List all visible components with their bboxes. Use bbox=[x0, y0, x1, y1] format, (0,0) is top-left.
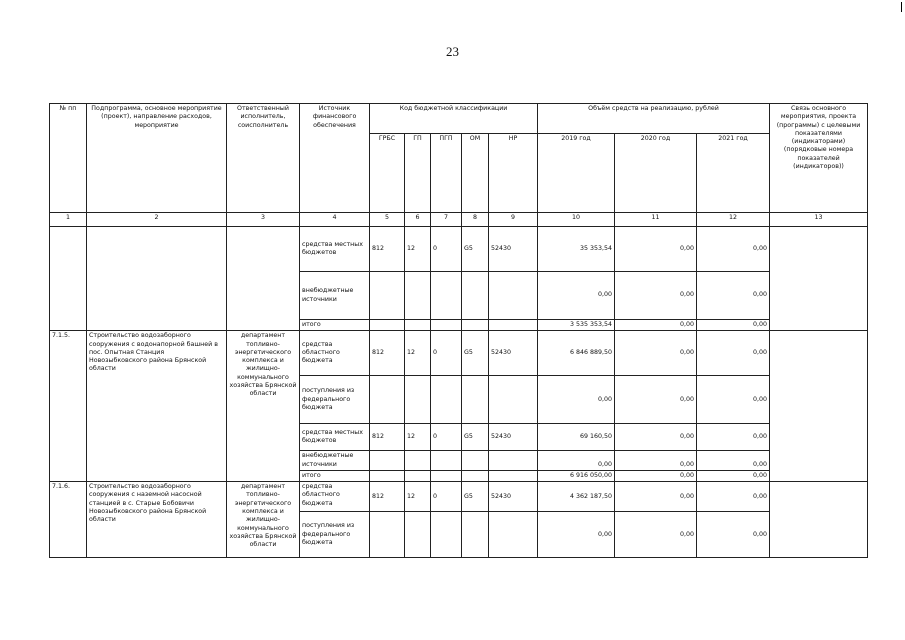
value-2021: 0,00 bbox=[697, 227, 770, 272]
value-2020: 0,00 bbox=[615, 512, 697, 558]
pgp-cell bbox=[431, 470, 462, 481]
value-2019: 0,00 bbox=[538, 376, 615, 424]
column-index: 6 bbox=[405, 213, 431, 227]
value-2021: 0,00 bbox=[697, 331, 770, 376]
header-num: № пп bbox=[50, 104, 87, 213]
value-2019: 6 846 889,50 bbox=[538, 331, 615, 376]
responsible-cell bbox=[227, 227, 300, 331]
column-index: 4 bbox=[300, 213, 370, 227]
grbs-cell bbox=[370, 512, 405, 558]
total-2021: 0,00 bbox=[697, 470, 770, 481]
name-cell bbox=[87, 227, 227, 331]
column-index: 1 bbox=[50, 213, 87, 227]
link-cell bbox=[770, 331, 868, 482]
grbs-cell: 812 bbox=[370, 227, 405, 272]
grbs-cell bbox=[370, 451, 405, 471]
header-kbk: Код бюджетной классификации bbox=[370, 104, 538, 134]
table-row bbox=[50, 482, 868, 512]
source-cell: внебюджетные источники bbox=[300, 451, 370, 471]
column-index: 8 bbox=[462, 213, 489, 227]
om-cell: G5 bbox=[462, 331, 489, 376]
pgp-cell: 0 bbox=[431, 482, 462, 512]
value-2021: 0,00 bbox=[697, 512, 770, 558]
value-2020: 0,00 bbox=[615, 331, 697, 376]
total-label: итого bbox=[300, 470, 370, 481]
table-row bbox=[50, 227, 868, 272]
budget-table bbox=[49, 103, 868, 558]
item-name: Строительство водозаборного сооружения с водонапорной башней в пос. Опытная Станция Новозыбковского района Брянской области bbox=[87, 331, 227, 482]
source-cell: поступления из федерального бюджета bbox=[300, 512, 370, 558]
source-cell: средства областного бюджета bbox=[300, 331, 370, 376]
total-2019: 6 916 050,00 bbox=[538, 470, 615, 481]
total-2020: 0,00 bbox=[615, 470, 697, 481]
om-cell bbox=[462, 470, 489, 481]
item-responsible: департамент топливно-энергетического комплекса и жилищно-коммунального хозяйства Брянской области bbox=[227, 331, 300, 482]
source-cell: средства областного бюджета bbox=[300, 482, 370, 512]
om-cell bbox=[462, 451, 489, 471]
column-index: 11 bbox=[615, 213, 697, 227]
om-cell: G5 bbox=[462, 482, 489, 512]
value-2020: 0,00 bbox=[615, 482, 697, 512]
value-2021: 0,00 bbox=[697, 272, 770, 320]
grbs-cell bbox=[370, 320, 405, 331]
gp-cell bbox=[405, 512, 431, 558]
source-cell: внебюджетные источники bbox=[300, 272, 370, 320]
header-2021: 2021 год bbox=[697, 134, 770, 213]
header-volume: Объём средств на реализацию, рублей bbox=[538, 104, 770, 134]
link-cell bbox=[770, 227, 868, 331]
value-2021: 0,00 bbox=[697, 482, 770, 512]
header-2019: 2019 год bbox=[538, 134, 615, 213]
grbs-cell bbox=[370, 272, 405, 320]
np-cell bbox=[489, 470, 538, 481]
om-cell: G5 bbox=[462, 424, 489, 451]
column-index-row bbox=[50, 213, 868, 227]
value-2021: 0,00 bbox=[697, 451, 770, 471]
value-2019: 0,00 bbox=[538, 272, 615, 320]
grbs-cell: 812 bbox=[370, 331, 405, 376]
edge-mark bbox=[901, 2, 902, 12]
om-cell: G5 bbox=[462, 227, 489, 272]
om-cell bbox=[462, 512, 489, 558]
value-2020: 0,00 bbox=[615, 451, 697, 471]
header-gp: ГП bbox=[405, 134, 431, 213]
pgp-cell: 0 bbox=[431, 331, 462, 376]
source-cell: средства местных бюджетов bbox=[300, 227, 370, 272]
num-cell bbox=[50, 227, 87, 331]
header-pgp: ПГП bbox=[431, 134, 462, 213]
item-name: Строительство водозаборного сооружения с наземной насосной станцией в с. Старые Бобовичи Новозыбковского района Брянской области bbox=[87, 482, 227, 558]
table-row bbox=[50, 331, 868, 376]
column-index: 2 bbox=[87, 213, 227, 227]
item-number: 7.1.5. bbox=[50, 331, 87, 482]
header-2020: 2020 год bbox=[615, 134, 697, 213]
header-link: Связь основного мероприятия, проекта (программы) с целевыми показателями (индикаторами) (порядковые номера показателей (индикаторов)) bbox=[770, 104, 868, 213]
column-index: 10 bbox=[538, 213, 615, 227]
np-cell bbox=[489, 376, 538, 424]
pgp-cell bbox=[431, 512, 462, 558]
total-2020: 0,00 bbox=[615, 320, 697, 331]
column-index: 13 bbox=[770, 213, 868, 227]
om-cell bbox=[462, 320, 489, 331]
header-om: ОМ bbox=[462, 134, 489, 213]
header-row bbox=[50, 104, 868, 134]
column-index: 12 bbox=[697, 213, 770, 227]
gp-cell: 12 bbox=[405, 424, 431, 451]
np-cell bbox=[489, 272, 538, 320]
np-cell bbox=[489, 512, 538, 558]
gp-cell bbox=[405, 320, 431, 331]
value-2020: 0,00 bbox=[615, 227, 697, 272]
header-subprogram: Подпрограмма, основное мероприятие (проект), направление расходов, мероприятие bbox=[87, 104, 227, 213]
total-2021: 0,00 bbox=[697, 320, 770, 331]
value-2019: 0,00 bbox=[538, 512, 615, 558]
value-2021: 0,00 bbox=[697, 424, 770, 451]
pgp-cell bbox=[431, 320, 462, 331]
np-cell: 52430 bbox=[489, 424, 538, 451]
gp-cell: 12 bbox=[405, 331, 431, 376]
column-index: 5 bbox=[370, 213, 405, 227]
value-2020: 0,00 bbox=[615, 376, 697, 424]
total-label: итого bbox=[300, 320, 370, 331]
column-index: 3 bbox=[227, 213, 300, 227]
np-cell: 52430 bbox=[489, 482, 538, 512]
pgp-cell: 0 bbox=[431, 227, 462, 272]
np-cell: 52430 bbox=[489, 331, 538, 376]
gp-cell: 12 bbox=[405, 227, 431, 272]
grbs-cell: 812 bbox=[370, 482, 405, 512]
header-grbs: ГРБС bbox=[370, 134, 405, 213]
header-source: Источник финансового обеспечения bbox=[300, 104, 370, 213]
value-2019: 0,00 bbox=[538, 451, 615, 471]
value-2019: 4 362 187,50 bbox=[538, 482, 615, 512]
value-2020: 0,00 bbox=[615, 272, 697, 320]
grbs-cell: 812 bbox=[370, 424, 405, 451]
np-cell: 52430 bbox=[489, 227, 538, 272]
link-cell bbox=[770, 482, 868, 558]
grbs-cell bbox=[370, 470, 405, 481]
om-cell bbox=[462, 376, 489, 424]
gp-cell bbox=[405, 451, 431, 471]
column-index: 7 bbox=[431, 213, 462, 227]
header-responsible: Ответственный исполнитель, соисполнитель bbox=[227, 104, 300, 213]
om-cell bbox=[462, 272, 489, 320]
pgp-cell: 0 bbox=[431, 424, 462, 451]
source-cell: средства местных бюджетов bbox=[300, 424, 370, 451]
gp-cell bbox=[405, 272, 431, 320]
pgp-cell bbox=[431, 451, 462, 471]
value-2020: 0,00 bbox=[615, 424, 697, 451]
value-2021: 0,00 bbox=[697, 376, 770, 424]
value-2019: 69 160,50 bbox=[538, 424, 615, 451]
np-cell bbox=[489, 320, 538, 331]
value-2019: 35 353,54 bbox=[538, 227, 615, 272]
pgp-cell bbox=[431, 376, 462, 424]
column-index: 9 bbox=[489, 213, 538, 227]
gp-cell bbox=[405, 470, 431, 481]
total-2019: 3 535 353,54 bbox=[538, 320, 615, 331]
gp-cell: 12 bbox=[405, 482, 431, 512]
grbs-cell bbox=[370, 376, 405, 424]
page-number: 23 bbox=[446, 44, 459, 59]
np-cell bbox=[489, 451, 538, 471]
item-responsible: департамент топливно-энергетического комплекса и жилищно-коммунального хозяйства Брянской области bbox=[227, 482, 300, 558]
item-number: 7.1.6. bbox=[50, 482, 87, 558]
source-cell: поступления из федерального бюджета bbox=[300, 376, 370, 424]
header-np: НР bbox=[489, 134, 538, 213]
gp-cell bbox=[405, 376, 431, 424]
pgp-cell bbox=[431, 272, 462, 320]
